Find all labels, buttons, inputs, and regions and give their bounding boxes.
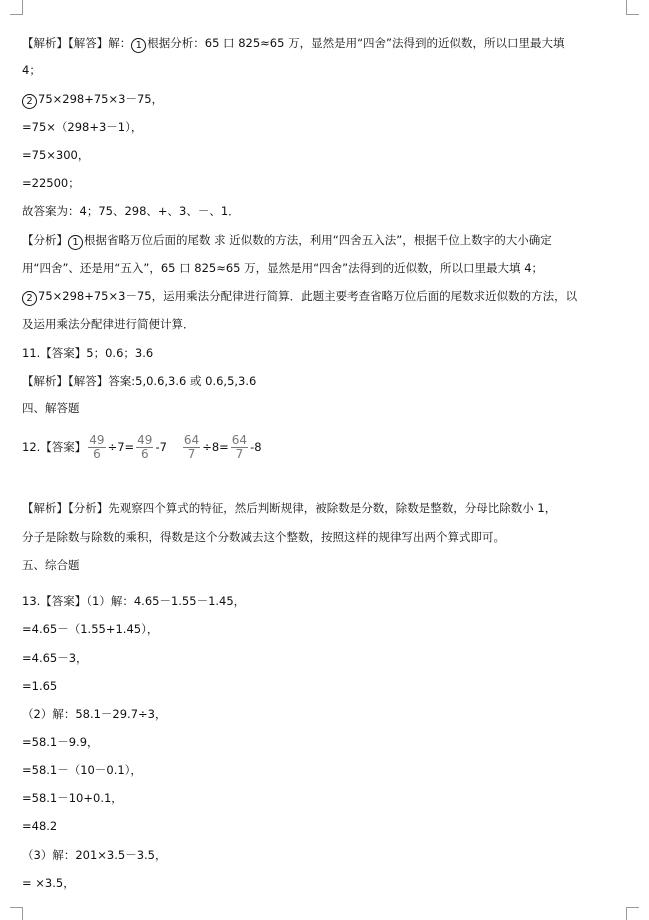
fraction: $\frac{64}{7}$ (231, 432, 248, 461)
text-line: = ×3.5， (22, 876, 75, 890)
text-line: 【解析】【解答】解： 1 根据分析：65 口 825≈65 万，显然是用“四舍”法得到的近似数，所以口里最大填 (22, 36, 565, 51)
text-line: =4.65－3， (22, 651, 88, 665)
text-line: 【解析】【解答】答案:5,0.6,3.6 或 0.6,5,3.6 (22, 374, 257, 388)
text-line: =1.65 (22, 679, 58, 693)
circled-number: 1 (68, 235, 83, 250)
page-corner-mark (10, 907, 23, 920)
text-line: 故答案为：4；75、298、+、3、－、1． (22, 204, 240, 218)
text-line: =58.1－10+0.1， (22, 791, 123, 805)
text-line: =75×300， (22, 148, 90, 162)
text-line: 4； (22, 63, 41, 77)
answer-12-equations: 12.【答案】 $\frac{49}{6}$ ÷7= $\frac{49}{6}$ -7 $\frac{64}{7}$ ÷8= $\frac{64}{7}$ -8 (22, 432, 262, 461)
text-line: 分子是除数与除数的乘积，得数是这个分数减去这个整数，按照这样的规律写出两个算式即可。 (22, 530, 505, 544)
text-line: =58.1－（10－0.1）， (22, 763, 142, 777)
text-line: 11.【答案】5；0.6；3.6 (22, 346, 154, 360)
text-line: 【分析】 1 根据省略万位后面的尾数 求 近似数的方法，利用“四舍五入法”，根据千位上数字的大小确定 (22, 233, 552, 248)
fraction: $\frac{49}{6}$ (89, 432, 105, 461)
text-line: 用“四舍”、还是用“五入”，65 口 825≈65 万，显然是用“四舍”法得到的近似数，所以口里最大填 4； (22, 261, 544, 275)
text-line: （3）解：201×3.5－3.5， (22, 848, 167, 862)
text-line: =75×（298+3－1）， (22, 120, 143, 134)
text-line: =22500； (22, 176, 80, 190)
page-corner-mark (626, 0, 639, 15)
fraction: $\frac{64}{7}$ (183, 432, 200, 461)
text-line: 及运用乘法分配律进行简便计算． (22, 317, 195, 331)
circled-number: 1 (131, 38, 146, 53)
circled-number: 2 (22, 94, 37, 109)
section-heading: 四、解答题 (22, 401, 80, 415)
page-corner-mark (10, 0, 23, 15)
text-line: 2 75×298+75×3－75， (22, 91, 163, 109)
text-line: =4.65－（1.55+1.45）， (22, 622, 159, 636)
circled-number: 2 (22, 291, 37, 306)
text-line: 13.【答案】（1）解：4.65－1.55－1.45， (22, 594, 246, 608)
text-line: （2）解：58.1－29.7÷3， (22, 707, 167, 721)
text-line: 【解析】【分析】先观察四个算式的特征，然后判断规律，被除数是分数，除数是整数，分母比除数小 1， (22, 501, 557, 515)
text-line: 2 75×298+75×3－75，运用乘法分配律进行简算．此题主要考查省略万位后面的尾数求近似数的方法，以 (22, 288, 577, 306)
text-line: =58.1－9.9， (22, 735, 99, 749)
section-heading: 五、综合题 (22, 558, 80, 572)
fraction: $\frac{49}{6}$ (137, 432, 153, 461)
page-corner-mark (626, 907, 639, 920)
text-line: =48.2 (22, 819, 58, 833)
